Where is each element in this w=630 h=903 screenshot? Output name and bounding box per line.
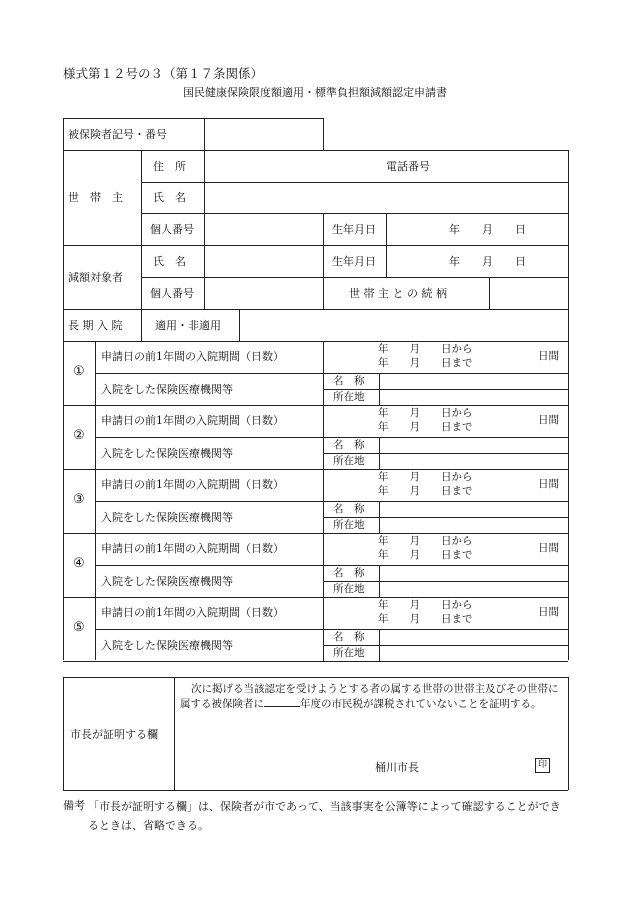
target-birth-date-field[interactable]: 年 月 日: [449, 255, 526, 268]
period-to-field[interactable]: 年 月 日まで: [378, 357, 473, 369]
block-marker: ④: [73, 556, 85, 571]
target-name-field[interactable]: [206, 247, 322, 276]
institution-location-label: 所在地: [333, 391, 365, 403]
institution-location-field[interactable]: [381, 646, 567, 660]
institution-label: 入院をした保険医療機関等: [101, 511, 233, 524]
target-name-label: 氏 名: [153, 255, 186, 268]
period-days-field[interactable]: 日間: [538, 414, 559, 426]
mayor-name: 桶川市長: [375, 761, 419, 774]
institution-label: 入院をした保険医療機関等: [101, 383, 233, 396]
householder-phone-field[interactable]: [440, 152, 566, 181]
block-marker: ③: [73, 492, 85, 507]
insured-number-field[interactable]: [206, 120, 322, 149]
period-to-field[interactable]: 年 月 日まで: [378, 485, 473, 497]
period-to-field[interactable]: 年 月 日まで: [378, 613, 473, 625]
institution-name-label: 名 称: [333, 631, 365, 643]
period-days-field[interactable]: 日間: [538, 350, 559, 362]
long-term-label: 長 期 入 院: [68, 319, 123, 332]
period-label: 申請日の前1年間の入院期間（日数）: [101, 606, 284, 619]
institution-location-field[interactable]: [381, 454, 567, 468]
block-marker: ⑤: [73, 620, 85, 635]
institution-location-label: 所在地: [333, 647, 365, 659]
householder-personal-number-field[interactable]: [206, 215, 322, 244]
period-to-field[interactable]: 年 月 日まで: [378, 549, 473, 561]
note-text: 「市長が証明する欄」は、保険者が市であって、当該事実を公簿等によって確認することができるときは、省略できる。: [88, 800, 561, 832]
institution-name-field[interactable]: [381, 374, 567, 388]
period-from-field[interactable]: 年 月 日から: [378, 535, 473, 547]
relation-label: 世 帯 主 と の 続 柄: [349, 287, 447, 300]
institution-location-field[interactable]: [381, 518, 567, 532]
period-days-field[interactable]: 日間: [538, 478, 559, 490]
institution-name-label: 名 称: [333, 503, 365, 515]
form-title: 国民健康保険限度額適用・標準負担額減額認定申請書: [183, 86, 447, 99]
phone-label: 電話番号: [386, 160, 430, 173]
period-from-field[interactable]: 年 月 日から: [378, 343, 473, 355]
householder-birth-date-field[interactable]: 年 月 日: [449, 223, 526, 236]
seal-mark: 印: [535, 758, 550, 773]
institution-name-label: 名 称: [333, 375, 365, 387]
institution-name-field[interactable]: [381, 630, 567, 644]
householder-personal-number-label: 個人番号: [150, 223, 194, 236]
long-term-select[interactable]: 適用・非適用: [155, 319, 221, 332]
note-prefix: 備考: [63, 799, 85, 812]
institution-name-field[interactable]: [381, 566, 567, 580]
period-to-field[interactable]: 年 月 日まで: [378, 421, 473, 433]
fiscal-year-field[interactable]: [264, 696, 300, 707]
period-label: 申請日の前1年間の入院期間（日数）: [101, 350, 284, 363]
period-label: 申請日の前1年間の入院期間（日数）: [101, 542, 284, 555]
institution-name-label: 名 称: [333, 439, 365, 451]
certification-label: 市長が証明する欄: [70, 728, 158, 741]
householder-name-field[interactable]: [206, 184, 566, 212]
address-label: 住 所: [153, 160, 186, 173]
period-days-field[interactable]: 日間: [538, 542, 559, 554]
institution-name-field[interactable]: [381, 502, 567, 516]
institution-label: 入院をした保険医療機関等: [101, 447, 233, 460]
period-days-field[interactable]: 日間: [538, 606, 559, 618]
block-marker: ①: [73, 364, 85, 379]
insured-number-label: 被保険者記号・番号: [68, 128, 167, 141]
period-from-field[interactable]: 年 月 日から: [378, 599, 473, 611]
institution-label: 入院をした保険医療機関等: [101, 575, 233, 588]
institution-name-field[interactable]: [381, 438, 567, 452]
institution-label: 入院をした保険医療機関等: [101, 639, 233, 652]
institution-location-label: 所在地: [333, 455, 365, 467]
householder-label: 世 帯 主: [68, 191, 123, 204]
householder-address-field[interactable]: [206, 152, 366, 181]
block-marker: ②: [73, 428, 85, 443]
relation-field[interactable]: [491, 279, 567, 308]
period-from-field[interactable]: 年 月 日から: [378, 471, 473, 483]
period-label: 申請日の前1年間の入院期間（日数）: [101, 414, 284, 427]
form-number: 様式第１２号の３（第１７条関係）: [63, 66, 264, 81]
householder-name-label: 氏 名: [153, 191, 186, 204]
certification-text: 次に掲げる当該認定を受けようとする者の属する世帯の世帯主及びその世帯に属する被保険者に 年度の市民税が課税されていないことを証明する。: [180, 683, 559, 710]
target-personal-number-field[interactable]: [206, 279, 322, 308]
institution-location-label: 所在地: [333, 519, 365, 531]
institution-location-field[interactable]: [381, 582, 567, 596]
target-personal-number-label: 個人番号: [150, 287, 194, 300]
period-label: 申請日の前1年間の入院期間（日数）: [101, 478, 284, 491]
institution-location-field[interactable]: [381, 390, 567, 404]
institution-name-label: 名 称: [333, 567, 365, 579]
institution-location-label: 所在地: [333, 583, 365, 595]
householder-birth-label: 生年月日: [332, 223, 376, 236]
target-birth-label: 生年月日: [332, 255, 376, 268]
reduction-target-label: 減額対象者: [68, 271, 123, 284]
period-from-field[interactable]: 年 月 日から: [378, 407, 473, 419]
